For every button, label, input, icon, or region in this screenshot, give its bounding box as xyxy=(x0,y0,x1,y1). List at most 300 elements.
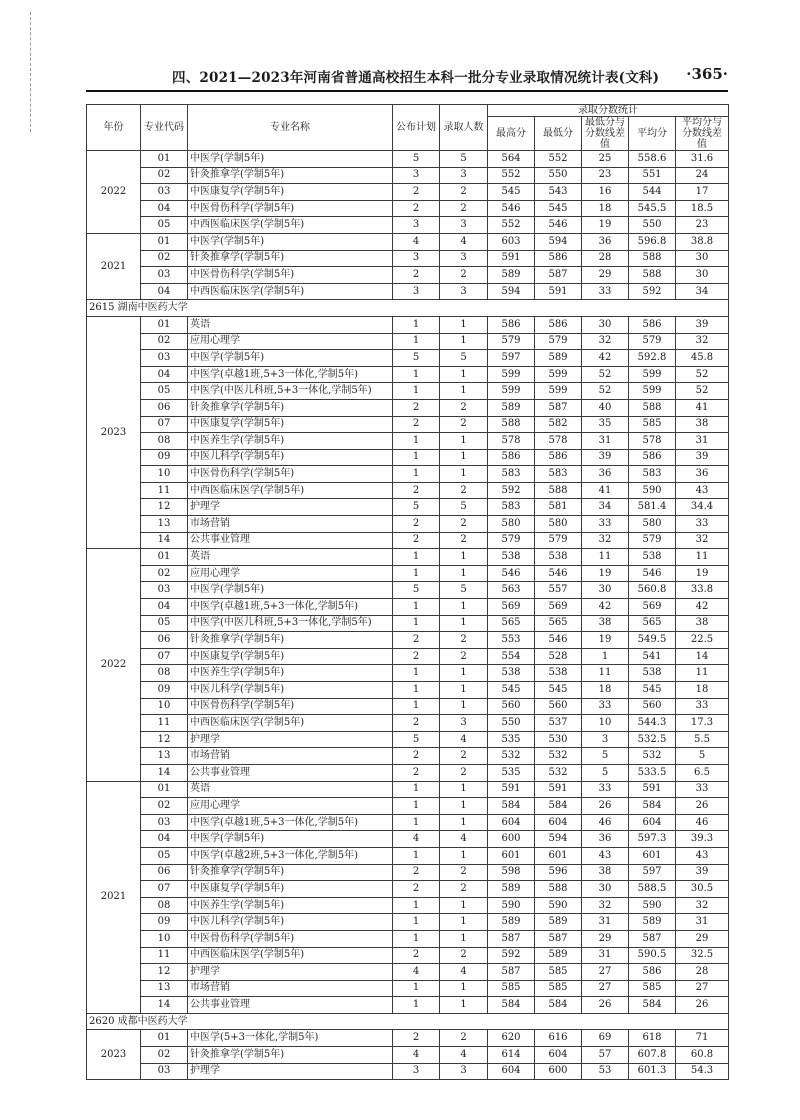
admitted-cell: 3 xyxy=(440,715,488,732)
min-score-cell: 589 xyxy=(535,350,582,367)
code-cell: 10 xyxy=(141,930,188,947)
table-row xyxy=(87,217,729,234)
min-score-cell: 585 xyxy=(535,964,582,981)
plan-cell: 2 xyxy=(393,881,440,898)
major-cell: 中医骨伤科学(学制5年) xyxy=(188,698,393,715)
avg-score-cell: 538 xyxy=(629,549,676,566)
min-score-cell: 587 xyxy=(535,267,582,284)
code-cell: 02 xyxy=(141,565,188,582)
max-score-cell: 538 xyxy=(488,665,535,682)
plan-cell: 2 xyxy=(393,748,440,765)
min-score-cell: 600 xyxy=(535,1063,582,1080)
min-diff-cell: 33 xyxy=(582,698,629,715)
min-score-cell: 538 xyxy=(535,549,582,566)
avg-diff-cell: 52 xyxy=(676,383,729,400)
min-score-cell: 596 xyxy=(535,864,582,881)
major-cell: 中西医临床医学(学制5年) xyxy=(188,217,393,234)
admitted-cell: 2 xyxy=(440,864,488,881)
table-row xyxy=(87,549,729,566)
min-diff-cell: 41 xyxy=(582,482,629,499)
min-score-cell: 583 xyxy=(535,466,582,483)
table-row xyxy=(87,449,729,466)
code-cell: 04 xyxy=(141,599,188,616)
max-score-cell: 591 xyxy=(488,781,535,798)
min-score-cell: 528 xyxy=(535,648,582,665)
min-score-cell: 588 xyxy=(535,482,582,499)
table-row xyxy=(87,632,729,649)
min-score-cell: 580 xyxy=(535,516,582,533)
major-cell: 中医养生学(学制5年) xyxy=(188,665,393,682)
max-score-cell: 614 xyxy=(488,1047,535,1064)
avg-diff-cell: 31 xyxy=(676,433,729,450)
table-row xyxy=(87,283,729,300)
max-score-cell: 591 xyxy=(488,250,535,267)
table-row xyxy=(87,698,729,715)
admitted-cell: 4 xyxy=(440,964,488,981)
table-row xyxy=(87,433,729,450)
min-diff-cell: 32 xyxy=(582,532,629,549)
min-diff-cell: 26 xyxy=(582,798,629,815)
major-cell: 中医学(卓越1班,5+3一体化,学制5年) xyxy=(188,366,393,383)
avg-diff-cell: 5.5 xyxy=(676,731,729,748)
min-diff-cell: 57 xyxy=(582,1047,629,1064)
table-row xyxy=(87,582,729,599)
year-cell: 2022 xyxy=(87,151,141,234)
admitted-cell: 1 xyxy=(440,930,488,947)
col-year: 年份 xyxy=(87,105,141,151)
max-score-cell: 579 xyxy=(488,333,535,350)
avg-diff-cell: 11 xyxy=(676,665,729,682)
col-avg: 平均分 xyxy=(629,117,676,151)
avg-diff-cell: 33 xyxy=(676,516,729,533)
major-cell: 应用心理学 xyxy=(188,333,393,350)
min-score-cell: 587 xyxy=(535,399,582,416)
avg-score-cell: 565 xyxy=(629,615,676,632)
table-row xyxy=(87,399,729,416)
min-diff-cell: 33 xyxy=(582,781,629,798)
major-cell: 中医骨伤科学(学制5年) xyxy=(188,930,393,947)
avg-diff-cell: 31 xyxy=(676,914,729,931)
admitted-cell: 1 xyxy=(440,997,488,1014)
min-score-cell: 532 xyxy=(535,748,582,765)
min-diff-cell: 27 xyxy=(582,980,629,997)
major-cell: 针灸推拿学(学制5年) xyxy=(188,250,393,267)
admitted-cell: 2 xyxy=(440,648,488,665)
major-cell: 市场营销 xyxy=(188,516,393,533)
avg-diff-cell: 22.5 xyxy=(676,632,729,649)
avg-score-cell: 599 xyxy=(629,366,676,383)
plan-cell: 2 xyxy=(393,532,440,549)
table-row xyxy=(87,748,729,765)
major-cell: 中医养生学(学制5年) xyxy=(188,897,393,914)
major-cell: 中医学(中医儿科班,5+3一体化,学制5年) xyxy=(188,383,393,400)
min-score-cell: 586 xyxy=(535,250,582,267)
code-cell: 04 xyxy=(141,831,188,848)
avg-score-cell: 545 xyxy=(629,682,676,699)
code-cell: 03 xyxy=(141,814,188,831)
code-cell: 08 xyxy=(141,433,188,450)
plan-cell: 1 xyxy=(393,316,440,333)
min-diff-cell: 18 xyxy=(582,682,629,699)
plan-cell: 1 xyxy=(393,383,440,400)
max-score-cell: 565 xyxy=(488,615,535,632)
code-cell: 13 xyxy=(141,748,188,765)
admitted-cell: 1 xyxy=(440,980,488,997)
plan-cell: 1 xyxy=(393,565,440,582)
min-diff-cell: 35 xyxy=(582,416,629,433)
major-cell: 中医学(卓越2班,5+3一体化,学制5年) xyxy=(188,847,393,864)
min-score-cell: 546 xyxy=(535,565,582,582)
plan-cell: 2 xyxy=(393,416,440,433)
avg-score-cell: 588 xyxy=(629,250,676,267)
min-diff-cell: 31 xyxy=(582,433,629,450)
major-cell: 护理学 xyxy=(188,964,393,981)
plan-cell: 3 xyxy=(393,167,440,184)
min-score-cell: 604 xyxy=(535,1047,582,1064)
major-cell: 英语 xyxy=(188,781,393,798)
plan-cell: 5 xyxy=(393,499,440,516)
admitted-cell: 1 xyxy=(440,449,488,466)
min-score-cell: 569 xyxy=(535,599,582,616)
major-cell: 中医学(学制5年) xyxy=(188,233,393,250)
max-score-cell: 599 xyxy=(488,383,535,400)
code-cell: 12 xyxy=(141,499,188,516)
avg-diff-cell: 30 xyxy=(676,267,729,284)
table-row xyxy=(87,565,729,582)
max-score-cell: 584 xyxy=(488,997,535,1014)
table-row xyxy=(87,665,729,682)
avg-score-cell: 604 xyxy=(629,814,676,831)
code-cell: 10 xyxy=(141,466,188,483)
code-cell: 03 xyxy=(141,350,188,367)
code-cell: 04 xyxy=(141,283,188,300)
plan-cell: 1 xyxy=(393,930,440,947)
admitted-cell: 3 xyxy=(440,167,488,184)
major-cell: 中医儿科学(学制5年) xyxy=(188,449,393,466)
avg-diff-cell: 17 xyxy=(676,184,729,201)
avg-diff-cell: 23 xyxy=(676,217,729,234)
max-score-cell: 583 xyxy=(488,499,535,516)
avg-diff-cell: 30.5 xyxy=(676,881,729,898)
min-score-cell: 594 xyxy=(535,831,582,848)
table-row xyxy=(87,781,729,798)
avg-score-cell: 590 xyxy=(629,897,676,914)
plan-cell: 1 xyxy=(393,665,440,682)
avg-diff-cell: 38 xyxy=(676,615,729,632)
table-row xyxy=(87,814,729,831)
max-score-cell: 588 xyxy=(488,416,535,433)
max-score-cell: 586 xyxy=(488,316,535,333)
min-diff-cell: 23 xyxy=(582,167,629,184)
code-cell: 07 xyxy=(141,648,188,665)
plan-cell: 1 xyxy=(393,781,440,798)
major-cell: 中医康复学(学制5年) xyxy=(188,416,393,433)
min-diff-cell: 29 xyxy=(582,930,629,947)
page-header xyxy=(86,66,728,88)
page-title: 四、2021—2023年河南省普通高校招生本科一批分专业录取情况统计表(文科) xyxy=(172,70,660,86)
avg-score-cell: 541 xyxy=(629,648,676,665)
avg-diff-cell: 46 xyxy=(676,814,729,831)
avg-diff-cell: 41 xyxy=(676,399,729,416)
code-cell: 01 xyxy=(141,316,188,333)
min-score-cell: 579 xyxy=(535,333,582,350)
admitted-cell: 5 xyxy=(440,499,488,516)
code-cell: 05 xyxy=(141,615,188,632)
admitted-cell: 1 xyxy=(440,798,488,815)
plan-cell: 1 xyxy=(393,897,440,914)
code-cell: 09 xyxy=(141,914,188,931)
min-diff-cell: 10 xyxy=(582,715,629,732)
avg-score-cell: 569 xyxy=(629,599,676,616)
major-cell: 中西医临床医学(学制5年) xyxy=(188,715,393,732)
min-score-cell: 565 xyxy=(535,615,582,632)
major-cell: 护理学 xyxy=(188,731,393,748)
admitted-cell: 1 xyxy=(440,814,488,831)
avg-score-cell: 586 xyxy=(629,449,676,466)
max-score-cell: 532 xyxy=(488,748,535,765)
min-score-cell: 587 xyxy=(535,930,582,947)
avg-diff-cell: 31.6 xyxy=(676,151,729,168)
avg-score-cell: 584 xyxy=(629,997,676,1014)
avg-score-cell: 538 xyxy=(629,665,676,682)
min-diff-cell: 19 xyxy=(582,217,629,234)
plan-cell: 4 xyxy=(393,964,440,981)
plan-cell: 1 xyxy=(393,366,440,383)
avg-score-cell: 599 xyxy=(629,383,676,400)
plan-cell: 4 xyxy=(393,1047,440,1064)
avg-score-cell: 560 xyxy=(629,698,676,715)
max-score-cell: 583 xyxy=(488,466,535,483)
min-score-cell: 578 xyxy=(535,433,582,450)
avg-score-cell: 586 xyxy=(629,964,676,981)
plan-cell: 1 xyxy=(393,682,440,699)
avg-score-cell: 545.5 xyxy=(629,200,676,217)
admitted-cell: 5 xyxy=(440,151,488,168)
table-row xyxy=(87,151,729,168)
university-row xyxy=(87,1013,729,1030)
plan-cell: 1 xyxy=(393,433,440,450)
major-cell: 市场营销 xyxy=(188,748,393,765)
plan-cell: 1 xyxy=(393,449,440,466)
code-cell: 05 xyxy=(141,217,188,234)
table-row xyxy=(87,200,729,217)
table-row xyxy=(87,383,729,400)
major-cell: 中医骨伤科学(学制5年) xyxy=(188,200,393,217)
avg-score-cell: 586 xyxy=(629,316,676,333)
min-score-cell: 591 xyxy=(535,283,582,300)
max-score-cell: 601 xyxy=(488,847,535,864)
admitted-cell: 2 xyxy=(440,184,488,201)
code-cell: 13 xyxy=(141,516,188,533)
min-score-cell: 586 xyxy=(535,316,582,333)
binding-margin-line xyxy=(30,12,31,132)
min-score-cell: 546 xyxy=(535,217,582,234)
code-cell: 08 xyxy=(141,897,188,914)
max-score-cell: 535 xyxy=(488,764,535,781)
code-cell: 04 xyxy=(141,366,188,383)
admitted-cell: 2 xyxy=(440,482,488,499)
avg-diff-cell: 33.8 xyxy=(676,582,729,599)
major-cell: 中西医临床医学(学制5年) xyxy=(188,482,393,499)
table-row xyxy=(87,482,729,499)
avg-diff-cell: 6.5 xyxy=(676,764,729,781)
max-score-cell: 545 xyxy=(488,184,535,201)
table-row xyxy=(87,897,729,914)
min-score-cell: 588 xyxy=(535,881,582,898)
major-cell: 针灸推拿学(学制5年) xyxy=(188,1047,393,1064)
min-diff-cell: 30 xyxy=(582,316,629,333)
avg-diff-cell: 18 xyxy=(676,682,729,699)
avg-diff-cell: 38.8 xyxy=(676,233,729,250)
code-cell: 03 xyxy=(141,267,188,284)
major-cell: 中医康复学(学制5年) xyxy=(188,881,393,898)
min-diff-cell: 19 xyxy=(582,632,629,649)
admitted-cell: 5 xyxy=(440,350,488,367)
major-cell: 中医学(卓越1班,5+3一体化,学制5年) xyxy=(188,599,393,616)
avg-diff-cell: 39 xyxy=(676,316,729,333)
avg-score-cell: 588 xyxy=(629,399,676,416)
max-score-cell: 620 xyxy=(488,1030,535,1047)
avg-diff-cell: 26 xyxy=(676,997,729,1014)
min-diff-cell: 25 xyxy=(582,151,629,168)
plan-cell: 2 xyxy=(393,399,440,416)
major-cell: 中西医临床医学(学制5年) xyxy=(188,947,393,964)
avg-diff-cell: 33 xyxy=(676,698,729,715)
min-diff-cell: 69 xyxy=(582,1030,629,1047)
min-score-cell: 532 xyxy=(535,764,582,781)
avg-diff-cell: 5 xyxy=(676,748,729,765)
avg-diff-cell: 29 xyxy=(676,930,729,947)
university-name: 2615 湖南中医药大学 xyxy=(87,300,729,317)
plan-cell: 1 xyxy=(393,333,440,350)
admitted-cell: 1 xyxy=(440,549,488,566)
code-cell: 09 xyxy=(141,449,188,466)
major-cell: 中医学(学制5年) xyxy=(188,151,393,168)
max-score-cell: 569 xyxy=(488,599,535,616)
max-score-cell: 554 xyxy=(488,648,535,665)
admitted-cell: 3 xyxy=(440,250,488,267)
min-diff-cell: 19 xyxy=(582,565,629,582)
min-diff-cell: 33 xyxy=(582,516,629,533)
table-row xyxy=(87,316,729,333)
avg-diff-cell: 32 xyxy=(676,333,729,350)
table-body xyxy=(87,151,729,1080)
avg-diff-cell: 42 xyxy=(676,599,729,616)
admitted-cell: 2 xyxy=(440,516,488,533)
min-diff-cell: 27 xyxy=(582,964,629,981)
major-cell: 针灸推拿学(学制5年) xyxy=(188,399,393,416)
avg-score-cell: 618 xyxy=(629,1030,676,1047)
admitted-cell: 2 xyxy=(440,764,488,781)
admitted-cell: 2 xyxy=(440,267,488,284)
major-cell: 中医学(5+3一体化,学制5年) xyxy=(188,1030,393,1047)
min-diff-cell: 11 xyxy=(582,665,629,682)
code-cell: 01 xyxy=(141,151,188,168)
table-row xyxy=(87,731,729,748)
major-cell: 针灸推拿学(学制5年) xyxy=(188,864,393,881)
avg-score-cell: 560.8 xyxy=(629,582,676,599)
min-score-cell: 538 xyxy=(535,665,582,682)
admitted-cell: 3 xyxy=(440,1063,488,1080)
max-score-cell: 580 xyxy=(488,516,535,533)
code-cell: 01 xyxy=(141,1030,188,1047)
plan-cell: 1 xyxy=(393,847,440,864)
major-cell: 公共事业管理 xyxy=(188,764,393,781)
admitted-cell: 1 xyxy=(440,615,488,632)
min-score-cell: 560 xyxy=(535,698,582,715)
admitted-cell: 3 xyxy=(440,217,488,234)
code-cell: 08 xyxy=(141,665,188,682)
table-row xyxy=(87,1047,729,1064)
max-score-cell: 604 xyxy=(488,1063,535,1080)
major-cell: 应用心理学 xyxy=(188,798,393,815)
avg-score-cell: 581.4 xyxy=(629,499,676,516)
min-diff-cell: 31 xyxy=(582,947,629,964)
avg-diff-cell: 26 xyxy=(676,798,729,815)
avg-diff-cell: 32 xyxy=(676,897,729,914)
admitted-cell: 2 xyxy=(440,881,488,898)
table-row xyxy=(87,233,729,250)
max-score-cell: 563 xyxy=(488,582,535,599)
plan-cell: 2 xyxy=(393,267,440,284)
avg-score-cell: 591 xyxy=(629,781,676,798)
min-diff-cell: 5 xyxy=(582,764,629,781)
avg-score-cell: 607.8 xyxy=(629,1047,676,1064)
max-score-cell: 589 xyxy=(488,881,535,898)
max-score-cell: 550 xyxy=(488,715,535,732)
min-score-cell: 589 xyxy=(535,947,582,964)
header-rule xyxy=(86,90,728,92)
max-score-cell: 552 xyxy=(488,217,535,234)
max-score-cell: 552 xyxy=(488,167,535,184)
avg-diff-cell: 32 xyxy=(676,532,729,549)
avg-diff-cell: 19 xyxy=(676,565,729,582)
admitted-cell: 1 xyxy=(440,914,488,931)
admitted-cell: 5 xyxy=(440,582,488,599)
min-diff-cell: 42 xyxy=(582,350,629,367)
min-diff-cell: 52 xyxy=(582,366,629,383)
max-score-cell: 600 xyxy=(488,831,535,848)
min-score-cell: 604 xyxy=(535,814,582,831)
plan-cell: 5 xyxy=(393,350,440,367)
admitted-cell: 1 xyxy=(440,682,488,699)
min-diff-cell: 39 xyxy=(582,449,629,466)
admitted-cell: 1 xyxy=(440,366,488,383)
major-cell: 中医骨伤科学(学制5年) xyxy=(188,267,393,284)
table-row xyxy=(87,333,729,350)
code-cell: 02 xyxy=(141,250,188,267)
avg-score-cell: 601 xyxy=(629,847,676,864)
code-cell: 01 xyxy=(141,781,188,798)
major-cell: 护理学 xyxy=(188,499,393,516)
avg-score-cell: 584 xyxy=(629,798,676,815)
admitted-cell: 1 xyxy=(440,316,488,333)
avg-score-cell: 550 xyxy=(629,217,676,234)
min-score-cell: 537 xyxy=(535,715,582,732)
code-cell: 02 xyxy=(141,333,188,350)
min-diff-cell: 36 xyxy=(582,466,629,483)
min-diff-cell: 16 xyxy=(582,184,629,201)
max-score-cell: 604 xyxy=(488,814,535,831)
code-cell: 11 xyxy=(141,482,188,499)
table-row xyxy=(87,599,729,616)
plan-cell: 3 xyxy=(393,283,440,300)
min-score-cell: 546 xyxy=(535,632,582,649)
min-score-cell: 590 xyxy=(535,897,582,914)
table-row xyxy=(87,881,729,898)
avg-diff-cell: 45.8 xyxy=(676,350,729,367)
max-score-cell: 564 xyxy=(488,151,535,168)
